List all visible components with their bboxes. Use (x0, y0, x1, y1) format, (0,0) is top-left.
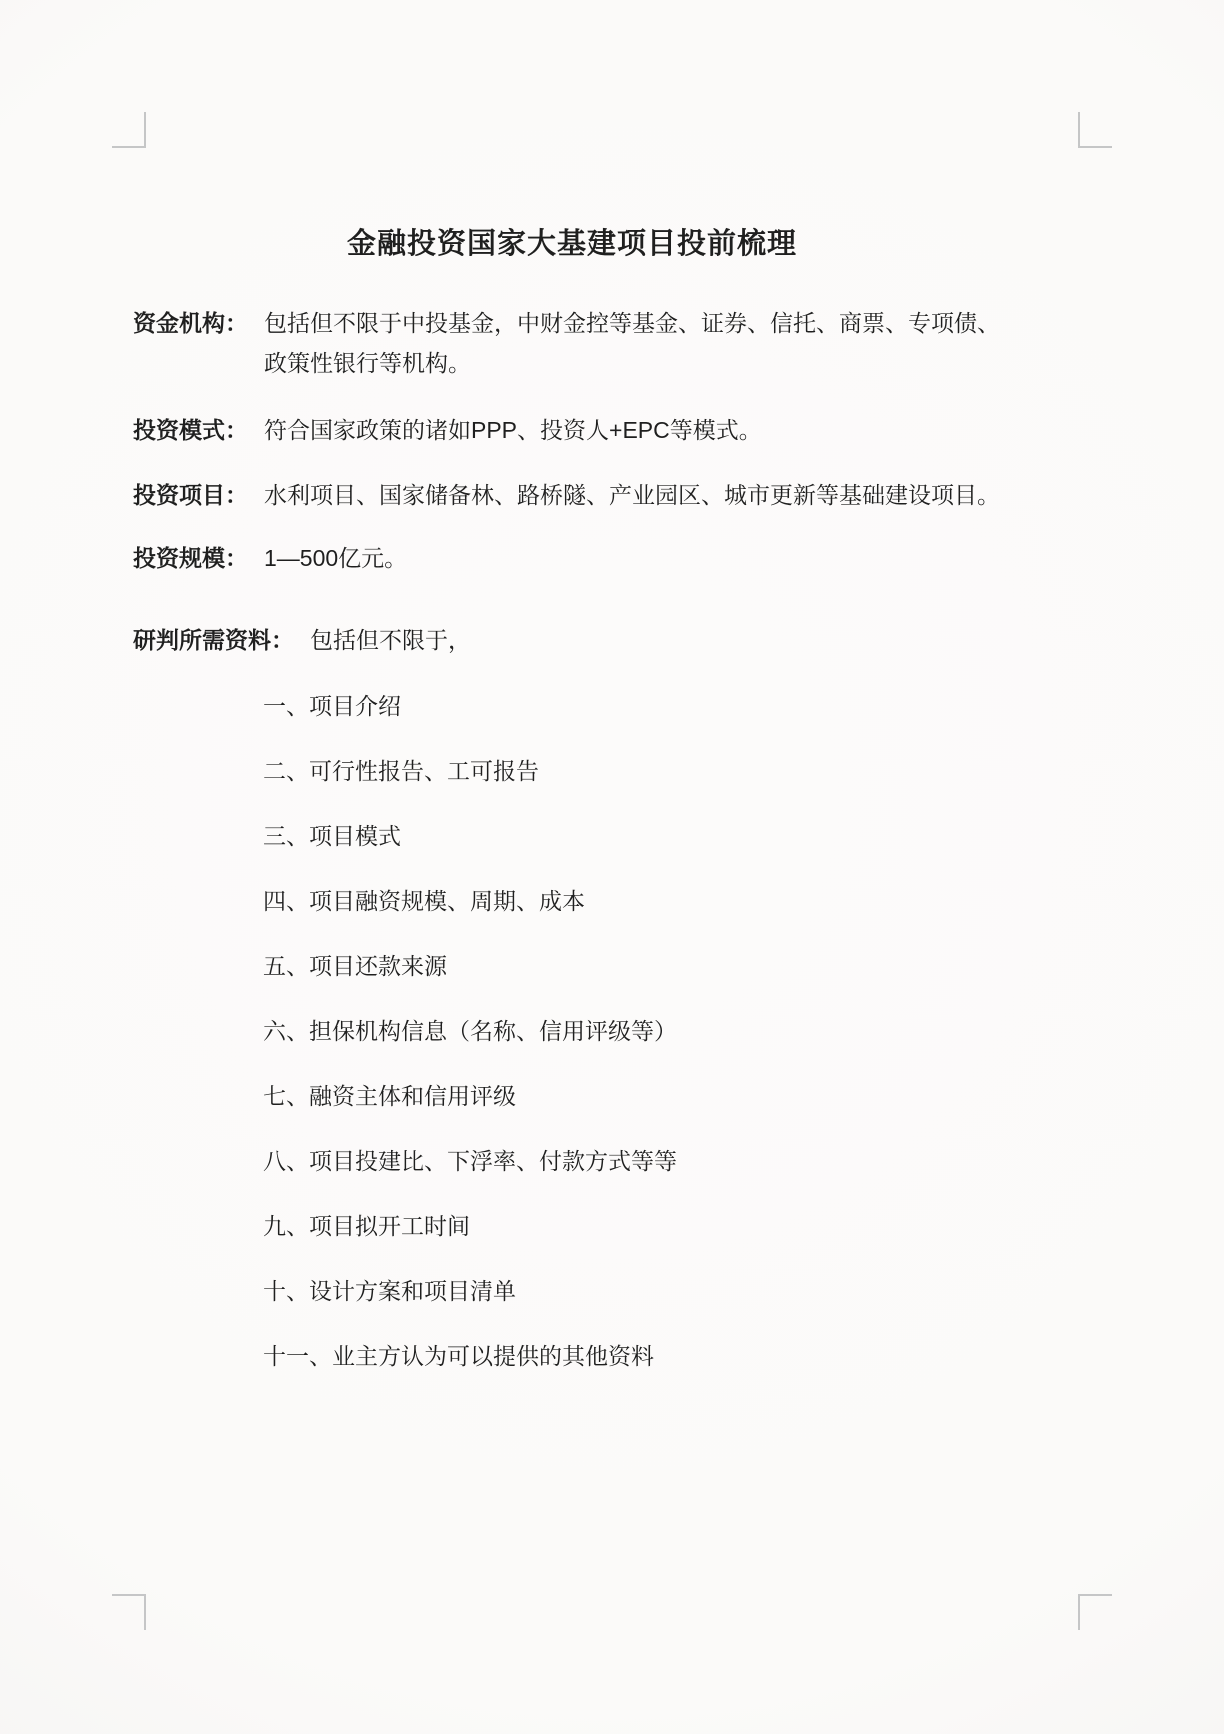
corner-mark-top-right (1078, 146, 1112, 148)
list-item: 九、项目拟开工时间 (263, 1213, 470, 1239)
list-item: 十一、业主方认为可以提供的其他资料 (263, 1343, 654, 1369)
field-label: 投资规模： (133, 545, 248, 571)
corner-mark-top-left (144, 112, 146, 148)
field-label: 投资项目： (133, 482, 248, 508)
field-row-investment-scale (133, 538, 1011, 578)
corner-mark-bottom-right (1078, 1594, 1080, 1630)
field-value-line: 包括但不限于， (310, 627, 471, 653)
field-value (264, 538, 1011, 578)
field-value (264, 410, 1011, 450)
list-item: 七、融资主体和信用评级 (263, 1083, 516, 1109)
page-title: 金融投资国家大基建项目投前梳理 (346, 228, 797, 260)
field-label: 资金机构： (133, 310, 248, 336)
field-value-line: 政策性银行等机构。 (264, 350, 471, 376)
corner-mark-top-left (112, 146, 146, 148)
corner-mark-bottom-right (1078, 1594, 1112, 1596)
list-item: 十、设计方案和项目清单 (263, 1278, 516, 1304)
field-row-required-materials (133, 620, 1011, 660)
list-item: 六、担保机构信息（名称、信用评级等） (263, 1018, 677, 1044)
field-value (264, 303, 1011, 383)
field-value-line: 水利项目、国家储备林、路桥隧、产业园区、城市更新等基础建设项目。 (264, 482, 1000, 508)
field-row-funding-institutions (133, 303, 1011, 383)
list-item: 四、项目融资规模、周期、成本 (263, 888, 585, 914)
corner-mark-top-right (1078, 112, 1080, 148)
list-item: 八、项目投建比、下浮率、付款方式等等 (263, 1148, 677, 1174)
field-value (310, 620, 1011, 660)
field-value-line: 1—500亿元。 (264, 545, 408, 571)
field-value-line: 包括但不限于中投基金，中财金控等基金、证券、信托、商票、专项债、 (264, 310, 1000, 336)
field-value (264, 475, 1011, 515)
field-row-investment-projects (133, 475, 1011, 515)
list-item: 二、可行性报告、工可报告 (263, 758, 539, 784)
list-item: 三、项目模式 (263, 823, 401, 849)
field-row-investment-model (133, 410, 1011, 450)
field-value-line: 符合国家政策的诸如PPP、投资人+EPC等模式。 (264, 417, 762, 443)
corner-mark-bottom-left (112, 1594, 146, 1596)
corner-mark-bottom-left (144, 1594, 146, 1630)
list-item: 五、项目还款来源 (263, 953, 447, 979)
field-label: 投资模式： (133, 417, 248, 443)
list-item: 一、项目介绍 (263, 693, 401, 719)
field-label: 研判所需资料： (133, 627, 294, 653)
